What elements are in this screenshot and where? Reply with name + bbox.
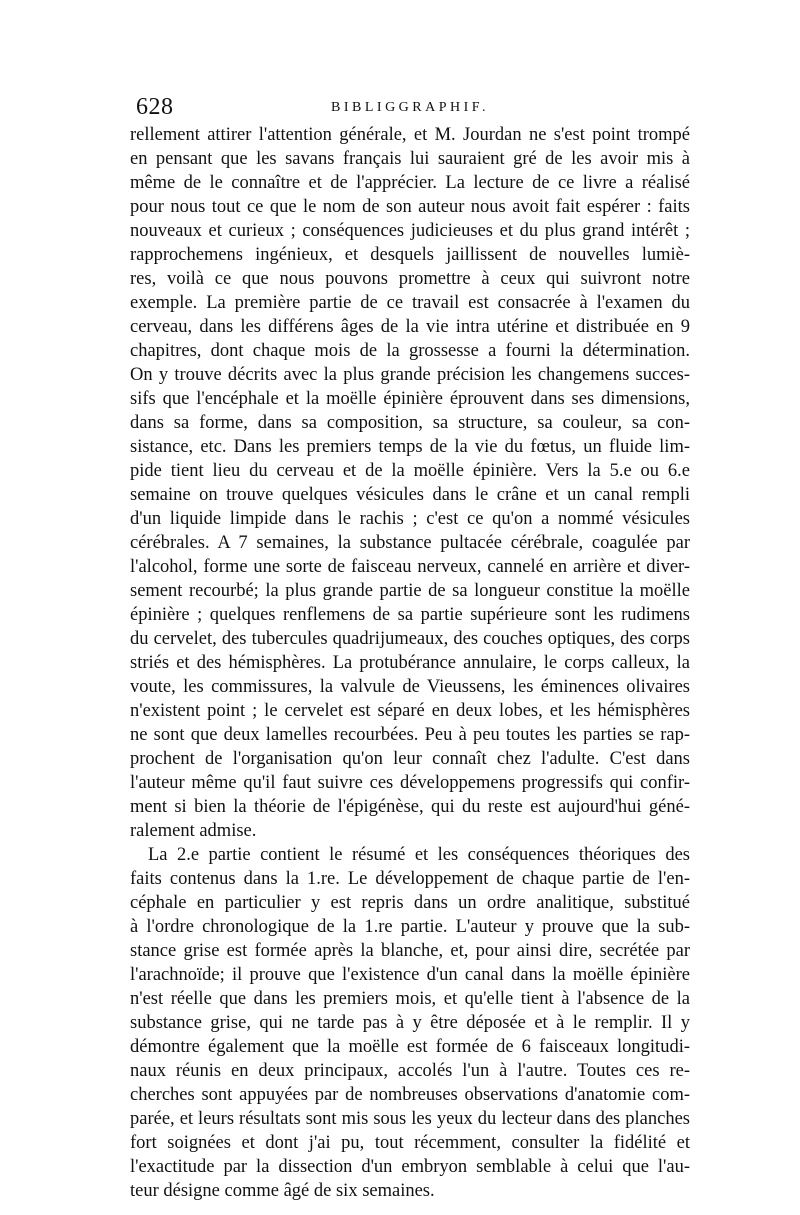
text-line: n'est réelle que dans les premiers mois, et qu'elle tient à l'absence de la (130, 989, 690, 1009)
text-line: l'auteur même qu'il faut suivre ces développemens progressifs qui confir- (130, 773, 690, 793)
text-line: l'arachnoïde; il prouve que l'existence d'un canal dans la moëlle épinière (130, 965, 690, 985)
text-line: substance grise, qui ne tarde pas à y être déposée et à le remplir. Il y (130, 1013, 690, 1033)
text-line: On y trouve décrits avec la plus grande précision les changemens succes- (130, 365, 690, 385)
text-line: n'existent point ; le cervelet est séparé en deux lobes, et les hémisphères (130, 701, 690, 721)
text-line: d'un liquide limpide dans le rachis ; c'est ce qu'on a nommé vésicules (130, 509, 690, 529)
page-header (136, 92, 684, 122)
text-line: prochent de l'organisation qu'on leur connaît chez l'adulte. C'est dans (130, 749, 690, 769)
text-line: cerveau, dans les différens âges de la vie intra utérine et distribuée en 9 (130, 317, 690, 337)
text-line: pide tient lieu du cerveau et de la moëlle épinière. Vers la 5.e ou 6.e (130, 461, 690, 481)
text-line: striés et des hémisphères. La protubérance annulaire, le corps calleux, la (130, 653, 690, 673)
text-line: l'exactitude par la dissection d'un embryon semblable à celui que l'au- (130, 1157, 690, 1177)
text-line: faits contenus dans la 1.re. Le développement de chaque partie de l'en- (130, 869, 690, 889)
paragraph-end-line: teur désigne comme âgé de six semaines. (130, 1181, 435, 1201)
text-line: céphale en particulier y est repris dans un ordre analitique, substitué (130, 893, 690, 913)
paragraph-start-line: La 2.e partie contient le résumé et les conséquences théoriques des (148, 845, 690, 865)
text-line: fort soignées et dont j'ai pu, tout récemment, consulter la fidélité et (130, 1133, 690, 1153)
text-line: chapitres, dont chaque mois de la grossesse a fourni la détermination. (130, 341, 690, 361)
text-line: nouveaux et curieux ; conséquences judicieuses et du plus grand intérêt ; (130, 221, 690, 241)
text-line: ment si bien la théorie de l'épigénèse, qui du reste est aujourd'hui géné- (130, 797, 690, 817)
text-line: du cervelet, des tubercules quadrijumeaux, des couches optiques, des corps (130, 629, 690, 649)
text-line: sifs que l'encéphale et la moëlle épinière éprouvent dans ses dimensions, (130, 389, 690, 409)
text-line: sement recourbé; la plus grande partie de sa longueur constitue la moëlle (130, 581, 690, 601)
text-line: rellement attirer l'attention générale, et M. Jourdan ne s'est point trompé (130, 125, 690, 145)
text-line: cérébrales. A 7 semaines, la substance pultacée cérébrale, coagulée par (130, 533, 690, 553)
text-line: semaine on trouve quelques vésicules dans le crâne et un canal rempli (130, 485, 690, 505)
text-line: rapprochemens ingénieux, et desquels jaillissent de nouvelles lumiè- (130, 245, 690, 265)
text-line: même de le connaître et de l'apprécier. La lecture de ce livre a réalisé (130, 173, 690, 193)
text-line: épinière ; quelques renflemens de sa partie supérieure sont les rudimens (130, 605, 690, 625)
text-line: pour nous tout ce que le nom de son auteur nous avoit fait espérer : faits (130, 197, 690, 217)
text-line: exemple. La première partie de ce travail est consacrée à l'examen du (130, 293, 690, 313)
text-line: ne sont que deux lamelles recourbées. Peu à peu toutes les parties se rap- (130, 725, 690, 745)
text-line: à l'ordre chronologique de la 1.re partie. L'auteur y prouve que la sub- (130, 917, 690, 937)
text-line: naux réunis en deux principaux, accolés l'un à l'autre. Toutes ces re- (130, 1061, 690, 1081)
body-text (130, 123, 690, 1203)
page-number: 628 (136, 94, 174, 120)
text-line: l'alcohol, forme une sorte de faisceau nerveux, cannelé en arrière et diver- (130, 557, 690, 577)
text-line: sistance, etc. Dans les premiers temps de la vie du fœtus, un fluide lim- (130, 437, 690, 457)
text-line: cherches sont appuyées par de nombreuses observations d'anatomie com- (130, 1085, 690, 1105)
text-line: voute, les commissures, la valvule de Vieussens, les éminences olivaires (130, 677, 690, 697)
text-line: dans sa forme, dans sa composition, sa structure, sa couleur, sa con- (130, 413, 690, 433)
running-head: BIBLIGGRAPHIF. (331, 100, 489, 115)
text-line: res, voilà ce que nous pouvons promettre à ceux qui suivront notre (130, 269, 690, 289)
text-line: stance grise est formée après la blanche, et, pour ainsi dire, secrétée par (130, 941, 690, 961)
paragraph-end-line: ralement admise. (130, 821, 257, 841)
text-line: démontre également que la moëlle est formée de 6 faisceaux longitudi- (130, 1037, 690, 1057)
text-line: en pensant que les savans français lui sauraient gré de les avoir mis à (130, 149, 690, 169)
text-line: parée, et leurs résultats sont mis sous les yeux du lecteur dans des planches (130, 1109, 690, 1129)
